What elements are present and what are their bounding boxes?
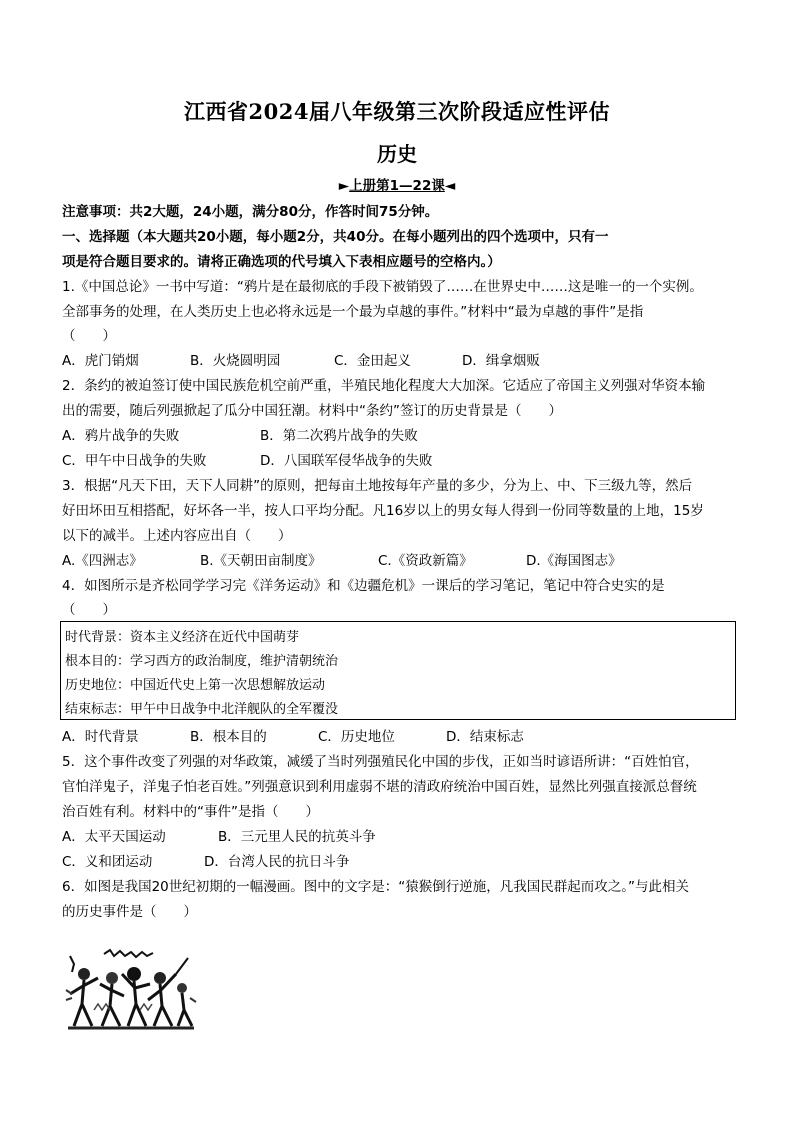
subject-title: 历史 bbox=[377, 142, 417, 166]
q3-options bbox=[62, 549, 622, 569]
q4-note-2: 根本目的：学习西方的政治制度，维护清朝统治 bbox=[65, 654, 339, 669]
q5-stem-line1: 5．这个事件改变了列强的对华政策，减缓了当时列强殖民化中国的步伐，正如当时谚语所讲：“百姓怕官， bbox=[62, 754, 699, 770]
triangle-left-icon: ◄ bbox=[444, 178, 456, 194]
q6-stem-line2: 的历史事件是（ ） bbox=[62, 904, 197, 920]
q2-option-a: A．鸦片战争的失败 bbox=[62, 428, 180, 444]
triangle-right-icon: ► bbox=[338, 178, 350, 194]
q1-stem-line3: （ ） bbox=[62, 328, 116, 344]
q5-option-d: D．台湾人民的抗日斗争 bbox=[204, 854, 350, 870]
q4-option-c: C．历史地位 bbox=[318, 729, 395, 745]
q5-options-row1 bbox=[62, 825, 376, 845]
q2-stem-line2: 出的需要，随后列强掀起了瓜分中国狂潮。材料中“条约”签订的历史背景是（ ） bbox=[62, 403, 562, 419]
q5-option-c: C．义和团运动 bbox=[62, 854, 153, 870]
scope-text: 上册第1—22课 bbox=[349, 178, 445, 194]
q3-stem-line3: 以下的减半。上述内容应出自（ ） bbox=[62, 528, 292, 544]
q1-stem-line2: 全部事务的处理，在人类历史上也必将永远是一个最为卓越的事件。”材料中“最为卓越的事件”是指 bbox=[62, 304, 644, 320]
cartoon-image bbox=[64, 944, 198, 1034]
section-heading-line2: 项是符合题目要求的。请将正确选项的代号填入下表相应题号的空格内。） bbox=[62, 254, 501, 270]
q5-option-a: A．太平天国运动 bbox=[62, 829, 166, 845]
q1-option-a: A．虎门销烟 bbox=[62, 353, 139, 369]
q3-stem-line2: 好田坏田互相搭配，好坏各一半，按人口平均分配。凡16岁以上的男女每人得到一份同等数量的上地，15岁 bbox=[62, 503, 704, 519]
q1-stem-line1: 1.《中国总论》一书中写道：“鸦片是在最彻底的手段下被销毁了……在世界史中……这是唯一的一个实例。 bbox=[62, 279, 703, 295]
q5-option-b: B．三元里人民的抗英斗争 bbox=[218, 829, 376, 845]
q2-options-row1 bbox=[62, 424, 418, 444]
q4-option-d: D．结束标志 bbox=[446, 729, 524, 745]
q5-stem-line2: 官怕洋鬼子，洋鬼子怕老百姓。”列强意识到利用虚弱不堪的清政府统治中国百姓，显然比列强直接派总督统 bbox=[62, 779, 697, 795]
scope-line bbox=[0, 174, 794, 194]
q2-options-row2 bbox=[62, 449, 432, 469]
q2-option-b: B．第二次鸦片战争的失败 bbox=[260, 428, 418, 444]
q3-option-c: C.《资政新篇》 bbox=[378, 553, 473, 569]
q6-stem-line1: 6．如图是我国20世纪初期的一幅漫画。图中的文字是：“猿猴倒行逆施，凡我国民群起而攻之。”与此相关 bbox=[62, 879, 690, 895]
q1-option-c: C．金田起义 bbox=[334, 353, 411, 369]
q4-option-b: B．根本目的 bbox=[190, 729, 267, 745]
page-title: 江西省2024届八年级第三次阶段适应性评估 bbox=[184, 99, 610, 124]
q4-note-4: 结束标志：甲午中日战争中北洋舰队的全军覆没 bbox=[65, 702, 339, 717]
section-heading-line1: 一、选择题（本大题共20小题，每小题2分，共40分。在每小题列出的四个选项中，只有一 bbox=[62, 229, 609, 245]
q3-option-d: D.《海国图志》 bbox=[526, 553, 622, 569]
q4-study-notes-box bbox=[60, 621, 736, 720]
q4-options bbox=[62, 725, 524, 745]
q4-option-a: A．时代背景 bbox=[62, 729, 139, 745]
q1-option-b: B．火烧圆明园 bbox=[190, 353, 281, 369]
q4-note-3: 历史地位：中国近代史上第一次思想解放运动 bbox=[65, 678, 326, 693]
q2-option-d: D．八国联军侵华战争的失败 bbox=[260, 453, 433, 469]
q4-note-1: 时代背景：资本主义经济在近代中国萌芽 bbox=[65, 630, 300, 645]
q1-options bbox=[62, 349, 540, 369]
q5-options-row2 bbox=[62, 850, 349, 870]
q3-option-a: A.《四洲志》 bbox=[62, 553, 143, 569]
q3-option-b: B.《天朝田亩制度》 bbox=[200, 553, 322, 569]
q2-stem-line1: 2．条约的被迫签订使中国民族危机空前严重，半殖民地化程度大大加深。它适应了帝国主义列强对华资本输 bbox=[62, 378, 706, 394]
q5-stem-line3: 治百姓有利。材料中的“事件”是指（ ） bbox=[62, 804, 319, 820]
notice-text: 注意事项：共2大题，24小题，满分80分，作答时间75分钟。 bbox=[62, 204, 439, 220]
q4-stem-line2: （ ） bbox=[62, 602, 116, 618]
q4-stem-line1: 4．如图所示是齐松同学学习完《洋务运动》和《边疆危机》一课后的学习笔记，笔记中符合史实的是 bbox=[62, 578, 665, 594]
q2-option-c: C．甲午中日战争的失败 bbox=[62, 453, 207, 469]
q1-option-d: D．缉拿烟贩 bbox=[462, 353, 540, 369]
q3-stem-line1: 3．根据“凡天下田，天下人同耕”的原则，把每亩土地按每年产量的多少，分为上、中、下三级九等，然后 bbox=[62, 478, 693, 494]
